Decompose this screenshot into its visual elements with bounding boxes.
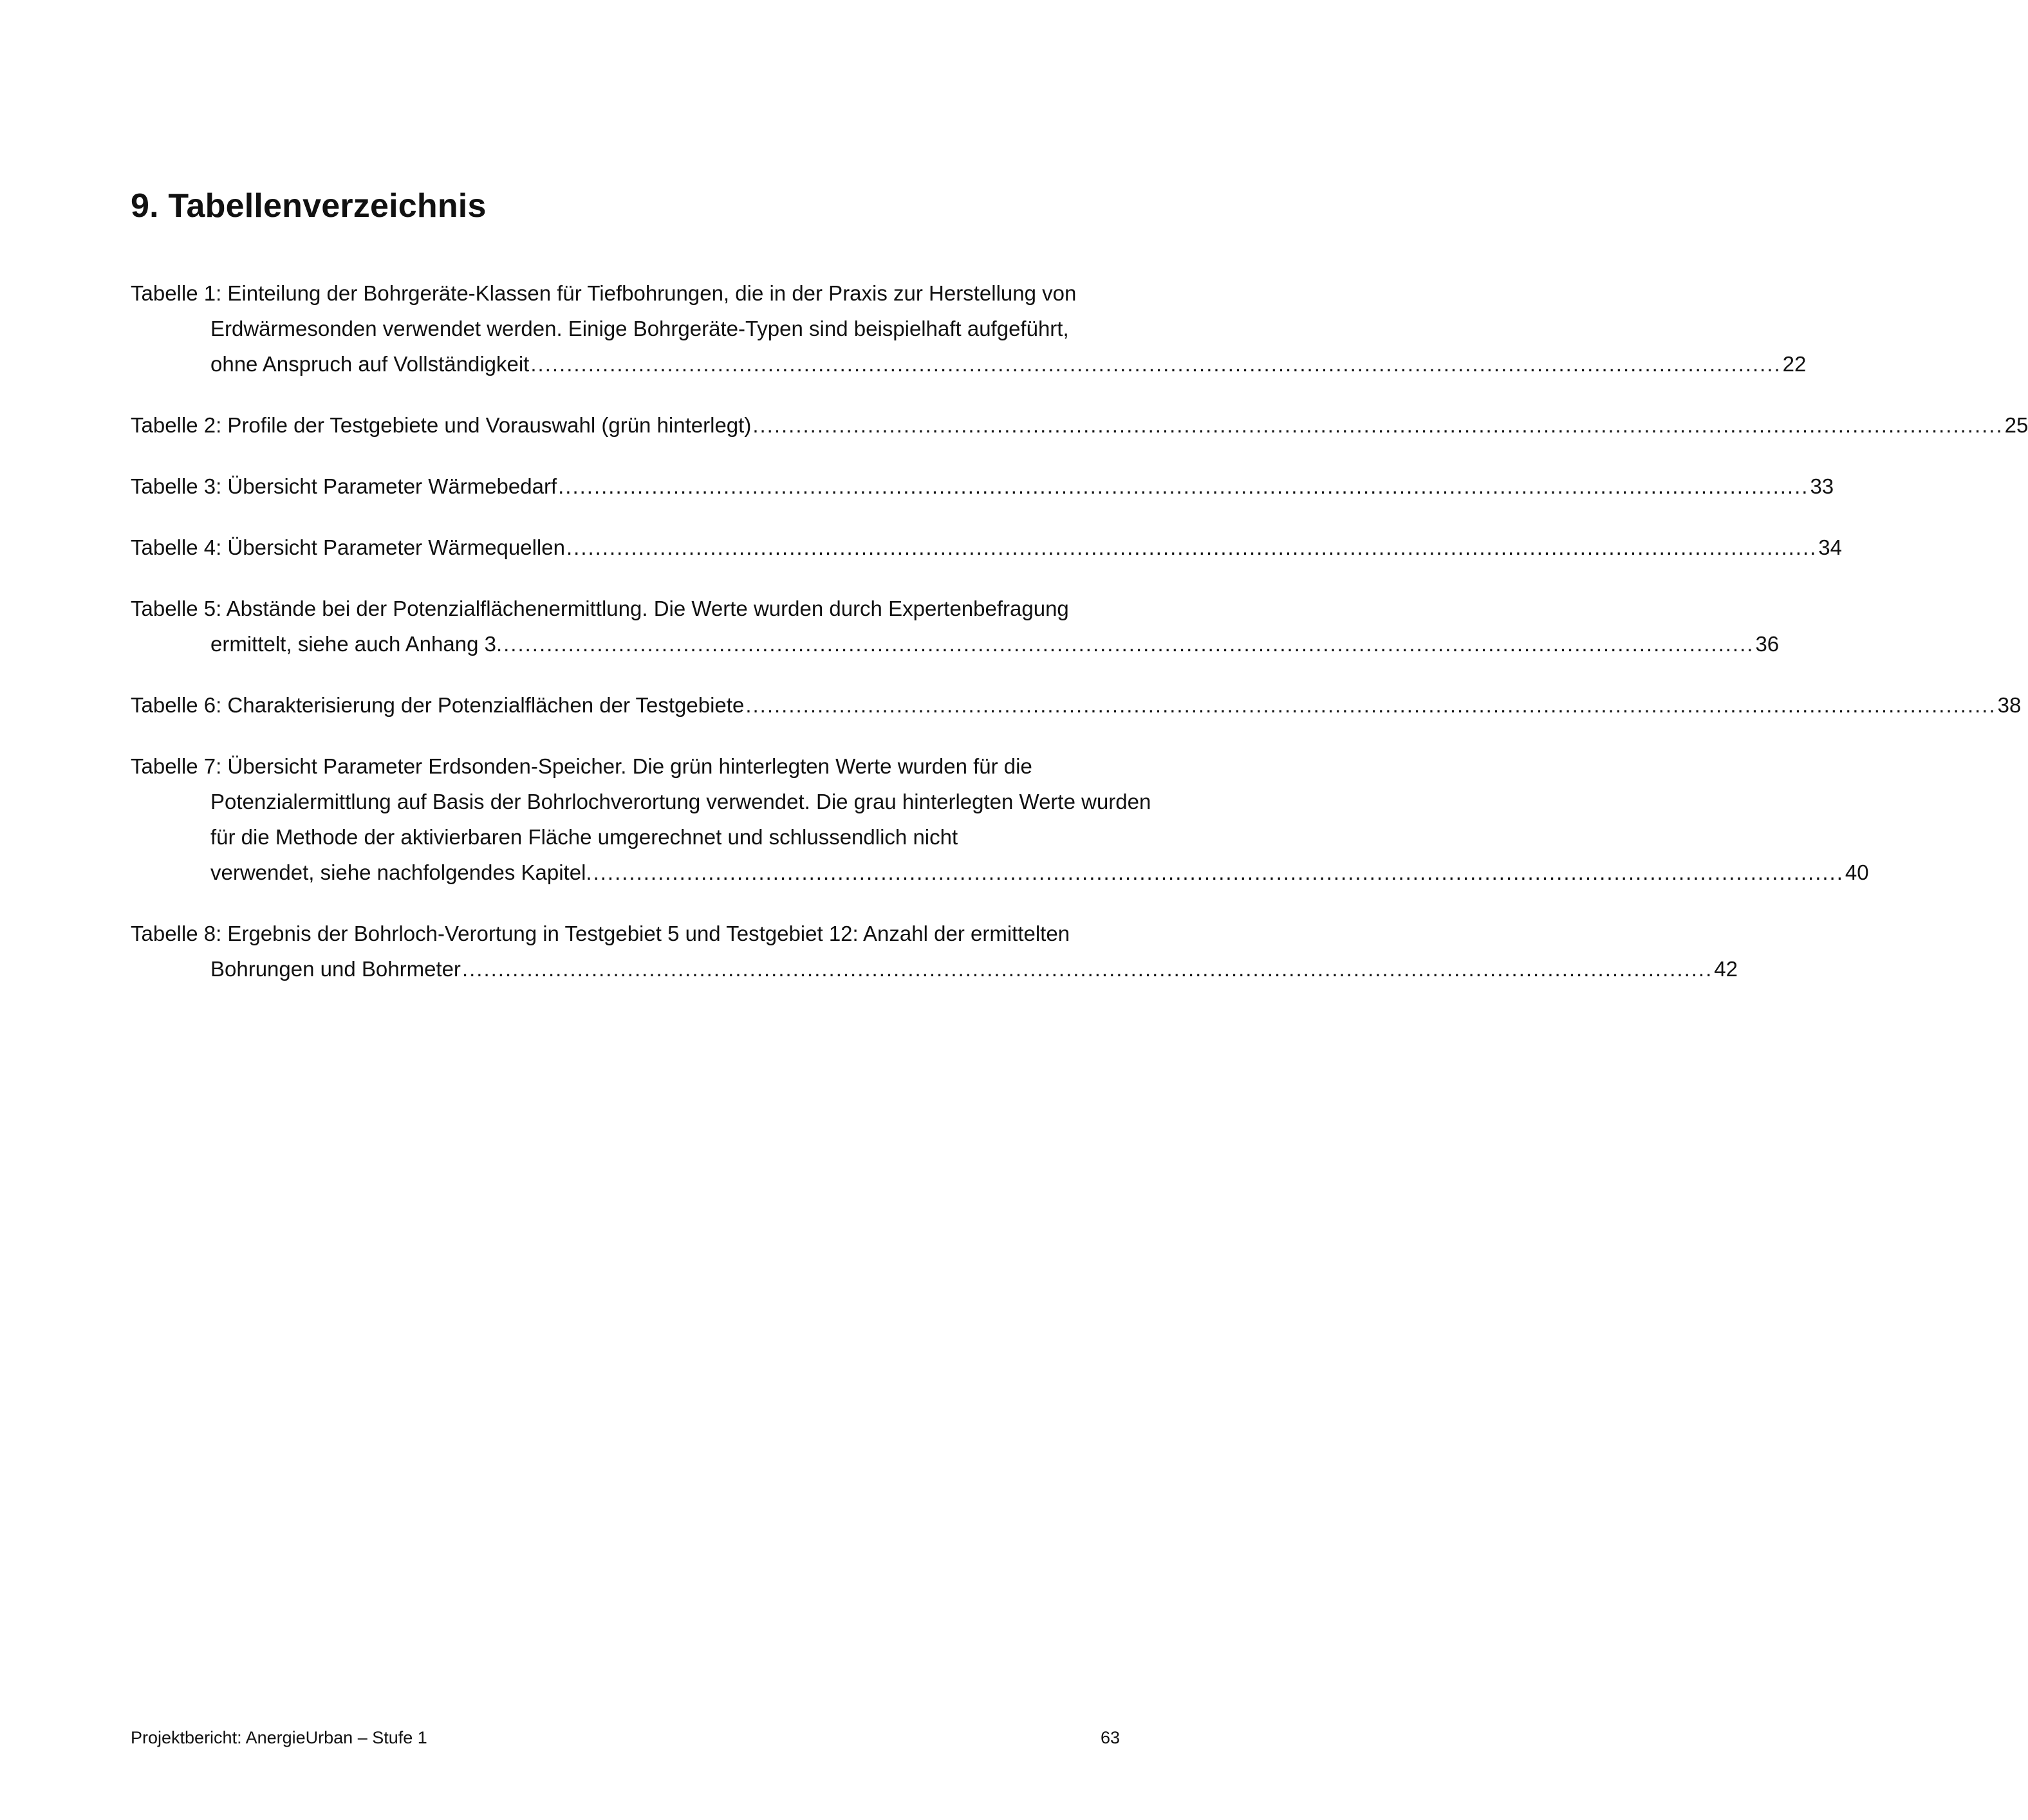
toc-entry-text-last: verwendet, siehe nachfolgendes Kapitel. <box>210 860 592 884</box>
dot-leader: .............................................................................................................................................................................. <box>503 632 1754 656</box>
dot-leader: .............................................................................................................................................................................. <box>745 693 1996 717</box>
toc-entry-text: Tabelle 8: Ergebnis der Bohrloch-Verortung in Testgebiet 5 und Testgebiet 12: Anzahl der ermittelten <box>131 922 1070 945</box>
toc-entry-text: Tabelle 1: Einteilung der Bohrgeräte-Klassen für Tiefbohrungen, die in der Praxis zur Herstellung von Erdwärmesonden verwendet werden. Einige Bohrgeräte-Typen sind beispielhaft aufgeführt, <box>131 281 1077 340</box>
footer-title: Projektbericht: AnergieUrban – Stufe 1 <box>131 1728 427 1747</box>
dot-leader: .............................................................................................................................................................................. <box>566 535 1818 559</box>
toc-entry-text-last: Tabelle 3: Übersicht Parameter Wärmebedarf <box>131 474 557 498</box>
page-title: 9. Tabellenverzeichnis <box>131 187 487 225</box>
toc-entry-text-last: Tabelle 6: Charakterisierung der Potenzialflächen der Testgebiete <box>131 693 745 717</box>
toc-entry-text-last: ohne Anspruch auf Vollständigkeit <box>210 352 530 376</box>
toc-entry-text: Tabelle 7: Übersicht Parameter Erdsonden-Speicher. Die grün hinterlegten Werte wurden für die Potenzialermittlung auf Basis der Bohrlochverortung verwendet. Die grau hinterlegten Werte wurden für die Methode der aktivierbaren Fläche umgerechnet und schlussendlich nicht <box>131 754 1151 849</box>
toc-entry-text-last: ermittelt, siehe auch Anhang 3. <box>210 632 503 656</box>
toc-page-number: 36 <box>1755 632 1780 656</box>
toc-page-number: 34 <box>1818 535 1843 559</box>
toc-entry[interactable] <box>131 530 1843 565</box>
table-of-tables <box>131 275 2028 1012</box>
toc-page-number: 33 <box>1810 474 1834 498</box>
toc-page-number: 40 <box>1845 860 1869 884</box>
toc-entry[interactable] <box>131 469 1834 504</box>
toc-entry[interactable] <box>131 687 2022 723</box>
toc-entry[interactable] <box>131 916 1738 987</box>
dot-leader: .............................................................................................................................................................................. <box>558 474 1809 498</box>
toc-entry[interactable] <box>131 748 1869 890</box>
page-footer <box>131 1726 1120 1749</box>
toc-entry[interactable] <box>131 275 1807 382</box>
dot-leader: .............................................................................................................................................................................. <box>461 957 1713 981</box>
toc-entry-text: Tabelle 5: Abstände bei der Potenzialflächenermittlung. Die Werte wurden durch Expertenbefragung <box>131 597 1069 620</box>
toc-page-number: 38 <box>1997 693 2022 717</box>
toc-entry-text-last: Tabelle 2: Profile der Testgebiete und Vorauswahl (grün hinterlegt) <box>131 413 752 437</box>
toc-entry[interactable] <box>131 407 2028 443</box>
toc-page-number: 22 <box>1782 352 1807 376</box>
toc-entry-text-last: Tabelle 4: Übersicht Parameter Wärmequellen <box>131 535 565 559</box>
toc-page-number: 42 <box>1714 957 1738 981</box>
footer-page-number: 63 <box>1100 1728 1120 1747</box>
toc-entry-text-last: Bohrungen und Bohrmeter <box>210 957 461 981</box>
toc-entry[interactable] <box>131 591 1780 662</box>
dot-leader: .............................................................................................................................................................................. <box>752 413 2004 437</box>
dot-leader: .............................................................................................................................................................................. <box>593 860 1844 884</box>
toc-page-number: 25 <box>2004 413 2028 437</box>
dot-leader: .............................................................................................................................................................................. <box>530 352 1781 376</box>
